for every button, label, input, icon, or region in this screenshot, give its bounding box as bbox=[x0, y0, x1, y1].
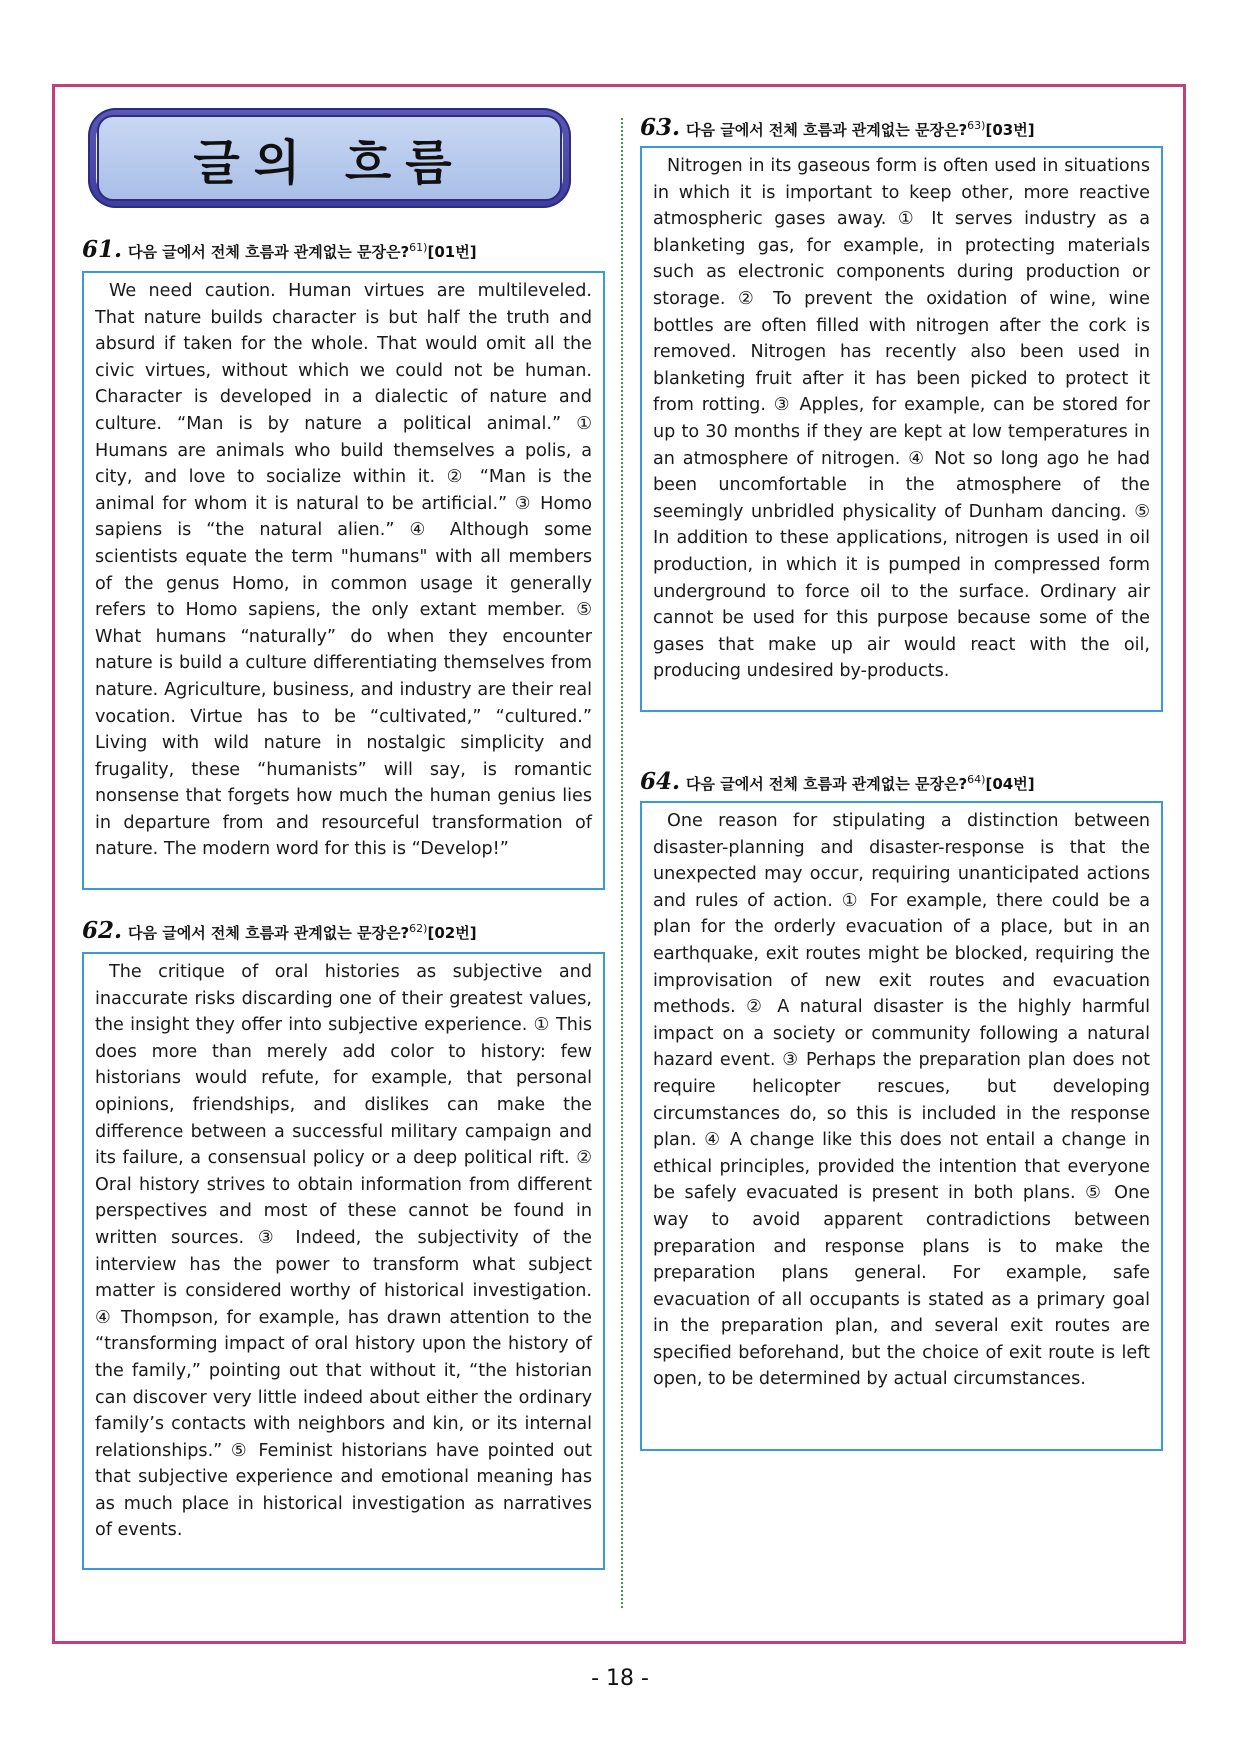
question-62-heading bbox=[82, 917, 477, 944]
question-64-tag: [04번] bbox=[985, 775, 1035, 793]
title-banner-panel bbox=[97, 115, 562, 201]
question-63-passage: Nitrogen in its gaseous form is often used in situations in which it is important to keep other, more reactive atmospheric gases away. ① It serves industry as a blanketing gas, for example, in protecting materials such as electronic components during production or storage. ② To prevent the oxidation of wine, wine bottles are often filled with nitrogen after the cork is removed. Nitrogen has recently also been used in blanketing fruit after it has been picked to protect it from rotting. ③ Apples, for example, can be stored for up to 30 months if they are kept at low temperatures in an atmosphere of nitrogen. ④ Not so long ago he had been uncomfortable in the atmosphere of the seemingly unbridled physicality of Dunham dancing. ⑤ In addition to these applications, nitrogen is used in oil production, in which it is pumped in compressed form underground to force oil to the surface. Ordinary air cannot be used for this purpose because some of the gases that make up air would react with the oil, producing undesired by-products. bbox=[653, 156, 1150, 682]
question-64-prompt: 다음 글에서 전체 흐름과 관계없는 문장은? bbox=[686, 775, 968, 793]
question-63-heading bbox=[640, 114, 1035, 141]
title-banner bbox=[88, 108, 571, 208]
question-63-box bbox=[640, 146, 1163, 712]
question-64-ref: 64) bbox=[967, 773, 986, 786]
question-61-ref: 61) bbox=[409, 241, 428, 254]
question-62-passage: The critique of oral histories as subjective and inaccurate risks discarding one of their greatest values, the insight they offer into subjective experience. ① This does more than merely add color to history: few historians would refute, for example, that personal opinions, friendships, and dislikes can make the difference between a successful military campaign and its failure, a consensual policy or a deep political rift. ② Oral history strives to obtain information from different perspectives and most of these cannot be found in written sources. ③ Indeed, the subjectivity of the interview has the power to transform what subject matter is considered worthy of historical investigation. ④ Thompson, for example, has drawn attention to the “transforming impact of oral history upon the history of the family,” pointing out that without it, “the historian can discover very little indeed about either the ordinary family’s contacts with neighbors and kin, or its internal relationships.” ⑤ Feminist historians have pointed out that subjective experience and emotional meaning has as much place in historical investigation as narratives of events. bbox=[95, 962, 592, 1541]
question-63-prompt: 다음 글에서 전체 흐름과 관계없는 문장은? bbox=[686, 121, 968, 139]
question-64-passage: One reason for stipulating a distinction between disaster-planning and disaster-response is that the unexpected may occur, requiring unanticipated actions and rules of action. ① For example, there could be a plan for the orderly evacuation of a place, but in an earthquake, exit routes might be blocked, requiring the improvisation of new exit routes and evacuation methods. ② A natural disaster is the highly harmful impact on a society or community following a natural hazard event. ③ Perhaps the preparation plan does not require helicopter rescues, but developing circumstances do, so this is included in the response plan. ④ A change like this does not entail a change in ethical principles, provided the intention that everyone be safely evacuated is present in both plans. ⑤ One way to avoid apparent contradictions between preparation and response plans is to make the preparation plans general. For example, safe evacuation of all occupants is stated as a primary goal in the preparation plan, and several exit routes are specified beforehand, but the choice of exit route is left open, to be determined by actual circumstances. bbox=[653, 811, 1150, 1390]
question-63-number: 63. bbox=[640, 114, 681, 141]
question-64-box bbox=[640, 801, 1163, 1451]
question-61-number: 61. bbox=[82, 236, 123, 263]
question-62-number: 62. bbox=[82, 917, 123, 944]
question-61-box bbox=[82, 271, 605, 890]
question-62-tag: [02번] bbox=[427, 924, 477, 942]
question-61-heading bbox=[82, 236, 477, 263]
question-64-number: 64. bbox=[640, 768, 681, 795]
question-63-ref: 63) bbox=[967, 119, 986, 132]
page-number: - 18 - bbox=[591, 1666, 649, 1691]
question-62-ref: 62) bbox=[409, 922, 428, 935]
column-divider bbox=[621, 118, 623, 1608]
question-62-box bbox=[82, 952, 605, 1570]
question-62-prompt: 다음 글에서 전체 흐름과 관계없는 문장은? bbox=[128, 924, 410, 942]
question-63-tag: [03번] bbox=[985, 121, 1035, 139]
question-64-heading bbox=[640, 768, 1035, 795]
question-61-passage: We need caution. Human virtues are multileveled. That nature builds character is but half the truth and absurd if taken for the whole. That would omit all the civic virtues, without which we could not be human. Character is developed in a dialectic of nature and culture. “Man is by nature a political animal.” ① Humans are animals who build themselves a polis, a city, and love to socialize within it. ② “Man is the animal for whom it is natural to be artificial.” ③ Homo sapiens is “the natural alien.” ④ Although some scientists equate the term "humans" with all members of the genus Homo, in common usage it generally refers to Homo sapiens, the only extant member. ⑤ What humans “naturally” do when they encounter nature is build a culture differentiating themselves from nature. Agriculture, business, and industry are their real vocation. Virtue has to be “cultivated,” “cultured.” Living with wild nature in nostalgic simplicity and frugality, these “humanists” will say, is romantic nonsense that forgets how much the human genius lies in departure from and resourceful transformation of nature. The modern word for this is “Develop!” bbox=[95, 281, 592, 860]
question-61-tag: [01번] bbox=[427, 243, 477, 261]
question-61-prompt: 다음 글에서 전체 흐름과 관계없는 문장은? bbox=[128, 243, 410, 261]
page-title: 글의 흐름 bbox=[193, 134, 466, 191]
